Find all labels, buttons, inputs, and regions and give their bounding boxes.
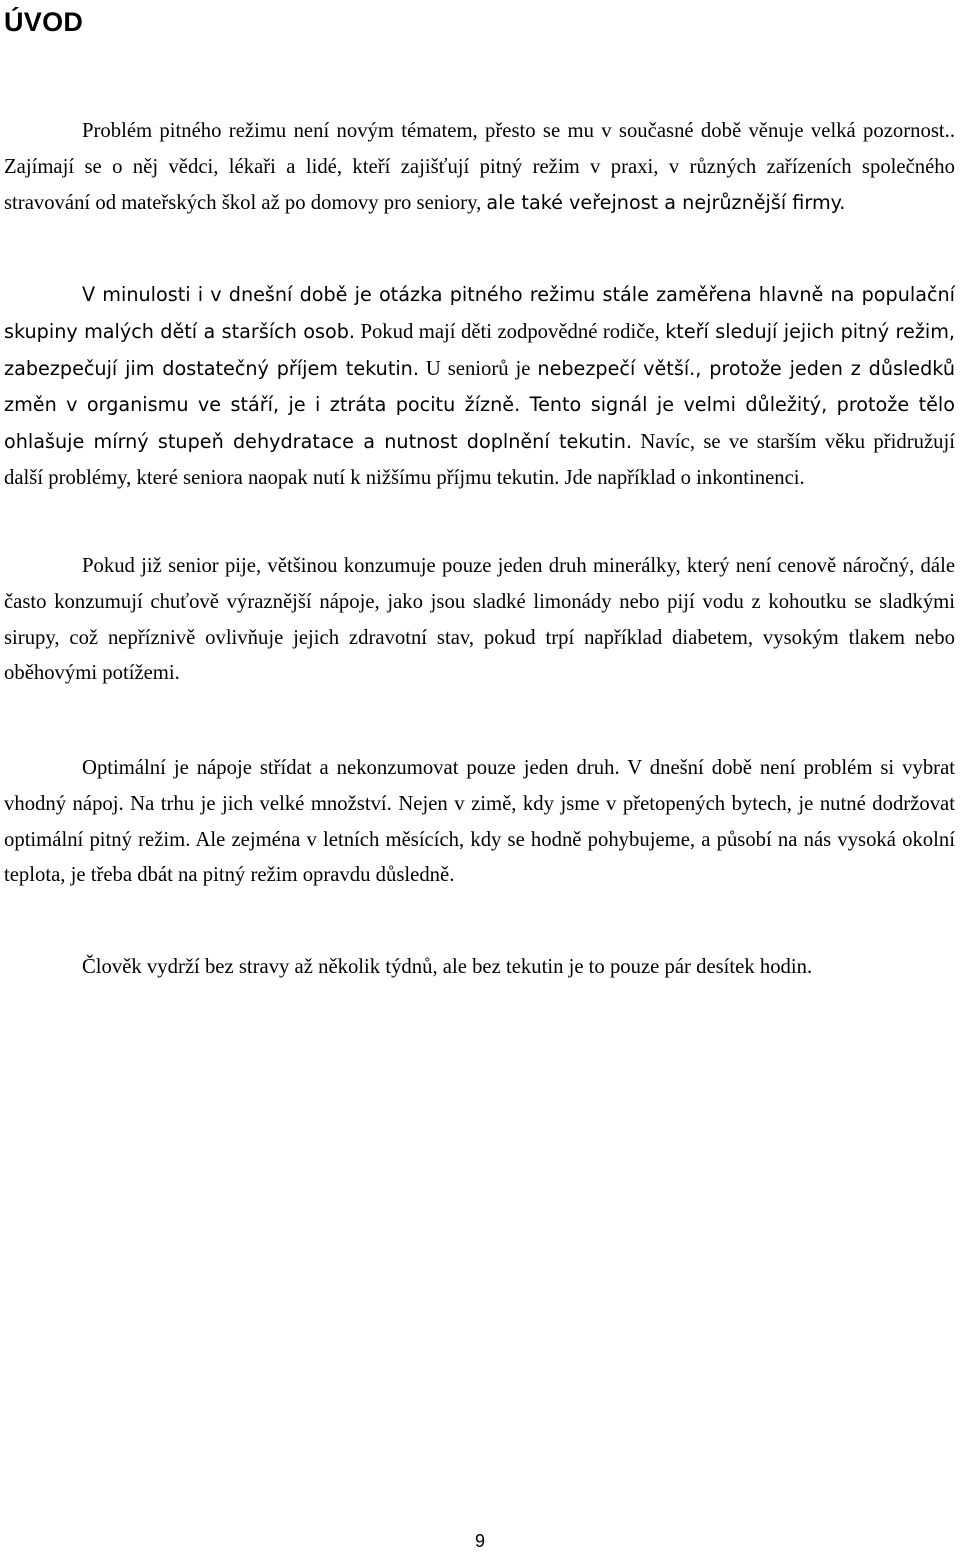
paragraph-2-part-d: U seniorů je <box>418 357 538 380</box>
paragraph-2-part-f: , protože jeden z důsledků změn v organismu ve stáří, je i ztráta pocitu žízně. <box>4 356 955 417</box>
paragraph-2-part-a: V minulosti i v dnešní době je otázka pitného režimu stále zaměřena hlavně na populační skupiny malých dětí a starších osob. <box>4 283 955 343</box>
paragraph-2 <box>4 277 955 497</box>
paragraph-2-part-h: Navíc, se ve starším věku přidružují další problémy, které seniora naopak nutí k nižšímu příjmu tekutin. Jde například o inkontinenci. <box>4 431 955 489</box>
paragraph-3: Pokud již senior pije, většinou konzumuje pouze jeden druh minerálky, který není cenově náročný, dále často konzumují chuťově výraznější nápoje, jako jsou sladké limonády nebo pijí vodu z kohoutku se sladkými sirupy, což nepříznivě ovlivňuje jejich zdravotní stav, pokud trpí například diabetem, vysokým tlakem nebo oběhovými potížemi. <box>4 555 955 685</box>
paragraph-1 <box>4 114 955 222</box>
paragraph-2-part-g: Tento signál je velmi důležitý, protože tělo ohlašuje mírný stupeň dehydratace a nutnost doplnění tekutin. <box>4 393 955 454</box>
page-number: 9 <box>474 1531 485 1551</box>
paragraph-5: Člověk vydrží bez stravy až několik týdnů, ale bez tekutin je to pouze pár desítek hodin. <box>82 956 813 978</box>
paragraph-4: Optimální je nápoje střídat a nekonzumovat pouze jeden druh. V dnešní době není problém si vybrat vhodný nápoj. Na trhu je jich velké množství. Nejen v zimě, kdy jsme v přetopených bytech, je nutné dodržovat optimální pitný režim. Ale zejména v letních měsících, kdy se hodně pohybujeme, a působí na nás vysoká okolní teplota, je třeba dbát na pitný režim opravdu důsledně. <box>4 757 955 887</box>
page-title: ÚVOD <box>4 7 84 37</box>
paragraph-1-serif-text: Problém pitného režimu není novým tématem, přesto se mu v současné době věnuje velká pozornost.. Zajímají se o něj vědci, lékaři a lidé, kteří zajišťují pitný režim v praxi, v různých zařízeních společného stravování od mateřských škol až po domovy pro seniory, <box>4 120 955 215</box>
paragraph-2-part-c: kteří sledují jejich pitný režim, zabezpečují jim dostatečný příjem tekutin. <box>4 319 956 380</box>
paragraph-1-sans-text: ale také veřejnost a nejrůznější firmy. <box>486 191 846 215</box>
paragraph-2-part-b: Pokud mají děti zodpovědné rodiče, <box>355 320 666 343</box>
paragraph-2-part-e: nebezpečí větší. <box>537 356 696 380</box>
